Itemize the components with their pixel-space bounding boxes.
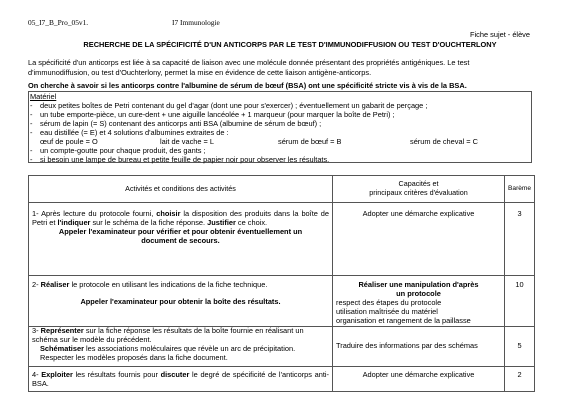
- albumin-beef-serum: sérum de bœuf = B: [278, 137, 342, 146]
- page-title: RECHERCHE DE LA SPÉCIFICITÉ D'UN ANTICORPS PAR LE TEST D'IMMUNODIFFUSION OU TEST D'OUCHTERLONY: [83, 40, 497, 49]
- materials-heading: Matériel: [30, 92, 57, 101]
- points-cell: 2: [505, 367, 535, 392]
- topic-label: I7 Immunologie: [172, 18, 220, 27]
- criterion: utilisation maîtrisée du matériel: [336, 306, 438, 316]
- table-row: [29, 367, 535, 392]
- activities-table: [28, 175, 535, 392]
- materials-item-text: si besoin une lampe de bureau et petite feuille de papier noir pour observer les résultats.: [40, 155, 330, 164]
- col-capacities-line1: Capacités et: [398, 179, 439, 189]
- albumin-egg: œuf de poule = O: [40, 137, 98, 146]
- capacity-cell: Traduire des informations par des schémas: [333, 327, 505, 367]
- call-examiner-text: Appeler l'examinateur pour vérifier et pour obtenir éventuellement un document de secours.: [58, 226, 303, 245]
- points-cell: 3: [505, 203, 535, 276]
- col-points-header: Barème: [505, 176, 535, 203]
- criterion: respect des étapes du protocole: [336, 297, 442, 307]
- capacity-cell: Adopter une démarche explicative: [333, 203, 505, 276]
- intro-line-1: La spécificité d'un anticorps est liée à sa capacité de liaison avec une molécule donnée présentant des propriétés antigéniques. Le test: [28, 58, 470, 67]
- materials-item-text: sérum de lapin (= S) contenant des anticorps anti BSA (albumine de sérum de bœuf) ;: [40, 119, 322, 128]
- col-capacities-header: [333, 176, 505, 203]
- materials-item: - si besoin une lampe de bureau et petite feuille de papier noir pour observer les résultats.: [30, 155, 330, 164]
- albumin-horse-serum: sérum de cheval = C: [410, 137, 478, 146]
- materials-item: - eau distillée (= E) et 4 solutions d'albumines extraites de :: [30, 128, 229, 137]
- albumin-cow-milk: lait de vache = L: [160, 137, 215, 146]
- materials-item-text: un compte-goutte pour chaque produit, des gants ;: [40, 146, 206, 155]
- criterion: organisation et rangement de la paillasse: [336, 315, 471, 325]
- materials-item-text: deux petites boîtes de Petri contenant du gel d'agar (dont une pour s'exercer) ; éventuellement un gabarit de perçage ;: [40, 101, 428, 110]
- col-activities-header: Activités et conditions des activités: [29, 176, 333, 203]
- activity-cell: 3- Représenter sur la fiche réponse les résultats de la boîte fournie en réalisant un schéma sur le modèle du précédent. Schématiser les associations moléculaires que révèle un arc de précipitation. Respecter les modèles proposés dans la fiche document.: [29, 327, 333, 367]
- activity-cell: 1- Après lecture du protocole fourni, choisir la disposition des produits dans la boîte de Petri et l'indiquer sur le schéma de la fiche réponse. Justifier ce choix. Appeler l'examinateur pour vérifier et pour obtenir éventuellement un document de secours.: [29, 203, 333, 276]
- sheet-type-label: Fiche sujet - élève: [470, 30, 530, 39]
- capacity-title: Réaliser une manipulation d'après un protocole: [358, 280, 479, 298]
- materials-item: - un tube emporte-pièce, un cure-dent + une aiguille lancéolée + 1 marqueur (pour marquer la boîte de Petri) ;: [30, 110, 395, 119]
- activity-cell: 2- Réaliser le protocole en utilisant les indications de la fiche technique. Appeler l'examinateur pour obtenir la boîte des résultats.: [29, 276, 333, 327]
- materials-item-text: un tube emporte-pièce, un cure-dent + une aiguille lancéolée + 1 marqueur (pour marquer la boîte de Petri) ;: [40, 110, 395, 119]
- materials-item-text: eau distillée (= E) et 4 solutions d'albumines extraites de :: [40, 128, 229, 137]
- col-capacities-line2: principaux critères d'évaluation: [369, 188, 468, 197]
- table-row: [29, 276, 535, 327]
- document-ref: 05_I7_B_Pro_05v1.: [28, 18, 89, 27]
- table-header-row: [29, 176, 535, 203]
- materials-item: - deux petites boîtes de Petri contenant du gel d'agar (dont une pour s'exercer) ; éventuellement un gabarit de perçage ;: [30, 101, 428, 110]
- table-row: [29, 327, 535, 367]
- objective-statement: On cherche à savoir si les anticorps contre l'albumine de sérum de bœuf (BSA) ont une spécificité stricte vis à vis de la BSA.: [28, 81, 467, 90]
- call-examiner-text: Appeler l'examinateur pour obtenir la boîte des résultats.: [80, 296, 281, 306]
- table-row: [29, 203, 535, 276]
- materials-item: - sérum de lapin (= S) contenant des anticorps anti BSA (albumine de sérum de bœuf) ;: [30, 119, 322, 128]
- activity-cell: 4- Exploiter les résultats fournis pour discuter le degré de spécificité de l'anticorps anti-BSA.: [29, 367, 333, 392]
- points-cell: 5: [505, 327, 535, 367]
- intro-line-2: d'immunodiffusion, ou test d'Ouchterlony, permet la mise en évidence de cette liaison antigène-anticorps.: [28, 68, 372, 77]
- points-cell: 10: [505, 276, 535, 327]
- materials-item: - un compte-goutte pour chaque produit, des gants ;: [30, 146, 206, 155]
- capacity-cell: Adopter une démarche explicative: [333, 367, 505, 392]
- capacity-cell: [333, 276, 505, 327]
